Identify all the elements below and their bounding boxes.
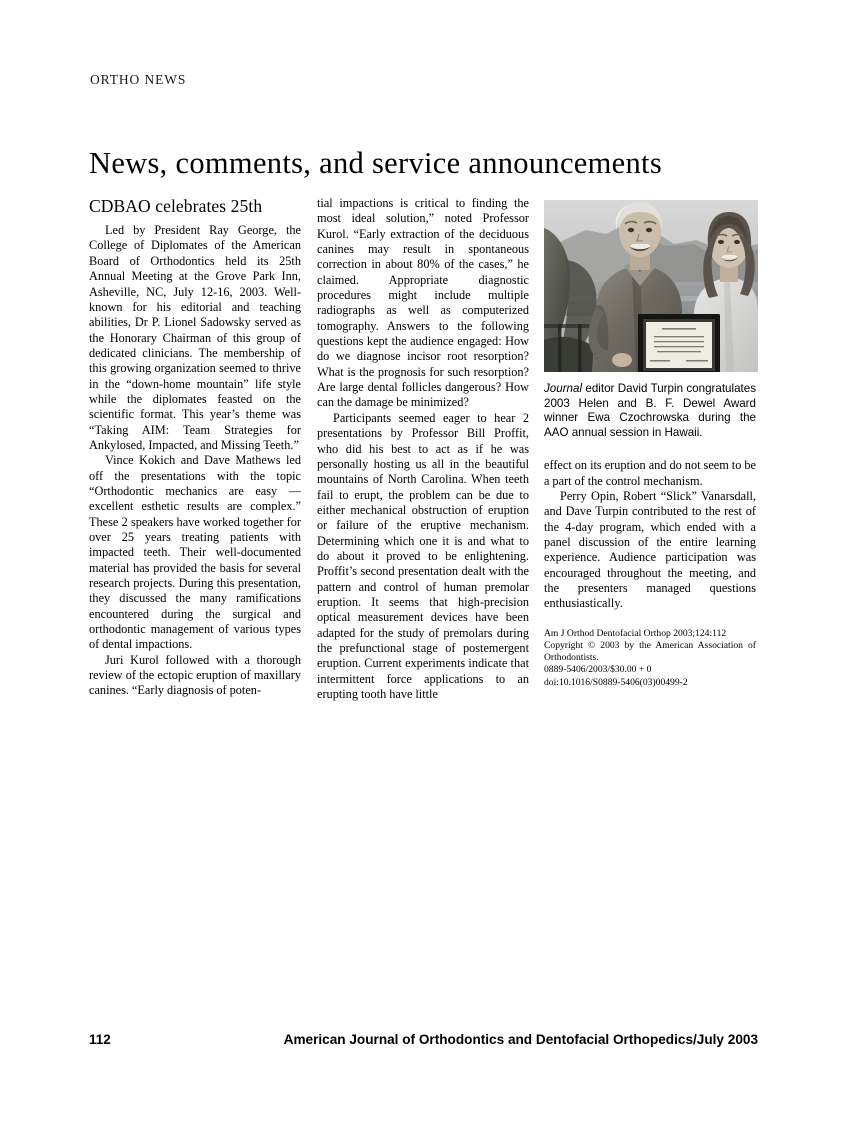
footer-journal-title: American Journal of Orthodontics and Dentofacial Orthopedics/July 2003 bbox=[283, 1032, 758, 1047]
award-presentation-photo bbox=[544, 200, 758, 372]
citation-line-reference: Am J Orthod Dentofacial Orthop 2003;124:112 bbox=[544, 627, 727, 639]
paragraph: Juri Kurol followed with a thorough review of the ectopic eruption of maxillary canines. “Early diagnosis of poten- bbox=[89, 652, 301, 698]
column-two bbox=[317, 196, 529, 702]
citation-line-copyright: Copyright © 2003 by the American Association of Orthodontists. bbox=[544, 640, 756, 664]
paragraph: effect on its eruption and do not seem to be a part of the control mechanism. bbox=[544, 458, 756, 488]
column-three bbox=[544, 196, 756, 689]
column-one bbox=[89, 196, 301, 699]
column-three-body bbox=[544, 458, 756, 611]
paragraph: Perry Opin, Robert “Slick” Vanarsdall, and Dave Turpin contributed to the rest of the 4-day program, which ended with a panel discussion of the entire learning experience. Audience participation was encouraged throughout the meeting, and the presenters managed questions enthusiastically. bbox=[544, 489, 756, 611]
caption-text: editor David Turpin congratulates 2003 Helen and B. F. Dewel Award winner Ewa Czochrowska during the AAO annual session in Hawaii. bbox=[544, 382, 756, 439]
photo-graphic bbox=[544, 200, 758, 372]
running-head: ORTHO NEWS bbox=[90, 72, 187, 87]
paragraph: Led by President Ray George, the College of Diplomates of the American Board of Orthodontics held its 25th Annual Meeting at the Grove Park Inn, Asheville, NC, July 12-16, 2003. Well-known for his editorial and teaching abilities, Dr P. Lionel Sadowsky served as the Honorary Chairman of this group of dedicated clinicians. The membership of this growing organization seemed to thrive in the “down-home mountain” life style while the diplomates feasted on the scientific format. This year’s theme was “Taking AIM: Team Strategies for Ankylosed, Impacted, and Missing Teeth.” bbox=[89, 223, 301, 452]
paragraph: tial impactions is critical to finding the most ideal solution,” noted Professor Kurol. “Early extraction of the deciduous canines may result in spontaneous correction in about 80% of the cases,” he claimed. Appropriate diagnostic procedures might include multiple radiographs as well as computerized tomography. Answers to the following questions kept the audience engaged: How do we diagnose incisor root resorption? What is the prognosis for such resorption? Are large dental follicles dangerous? How can the damage be minimized? bbox=[317, 196, 529, 410]
page-title: News, comments, and service announcements bbox=[89, 146, 662, 181]
page-number: 112 bbox=[89, 1032, 111, 1047]
citation-line-doi: doi:10.1016/S0889-5406(03)00499-2 bbox=[544, 676, 688, 688]
citation-line-issn: 0889-5406/2003/$30.00 + 0 bbox=[544, 664, 652, 676]
citation-block bbox=[544, 628, 756, 689]
section-heading: CDBAO celebrates 25th bbox=[89, 196, 263, 216]
photo-caption bbox=[544, 382, 756, 440]
paragraph: Vince Kokich and Dave Mathews led off the presentations with the topic “Orthodontic mechanics are easy —excellent esthetic results are complex.” These 2 speakers have worked together for over 25 years treating patients with impacted teeth. Their well-documented material has provided the basis for several research projects. During this presentation, they discussed the many ramifications encountered during the surgical and orthodontic management of various types of dental impactions. bbox=[89, 453, 301, 652]
paragraph: Participants seemed eager to hear 2 presentations by Professor Bill Proffit, who did his best to act as if he was personally hosting us all in the beautiful mountains of North Carolina. When teeth fail to erupt, the problem can be due to either mechanical obstruction of eruption or failure of the eruptive mechanism. Determining which one it is and what to do about it proved to be enlightening. Proffit’s second presentation dealt with the pattern and control of human premolar eruption. It seems that high-precision optical measurement devices have been adapted for the study of premolars during the prefunctional stage of postemergent eruption. Current experiments indicate that intermittent force applications to an erupting tooth have little bbox=[317, 410, 529, 701]
caption-italic-lead: Journal bbox=[544, 382, 583, 395]
page-footer bbox=[89, 1032, 758, 1052]
